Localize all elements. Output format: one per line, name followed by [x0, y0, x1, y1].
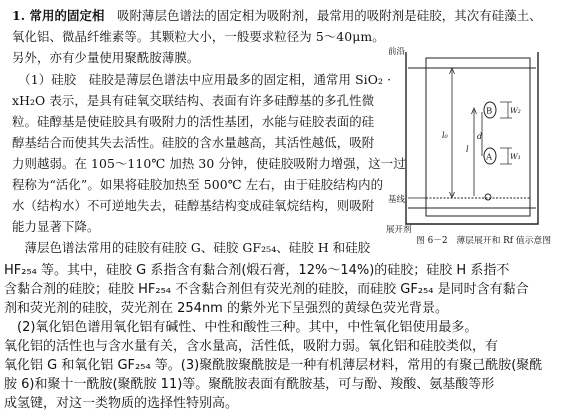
- text-line: （1）硅胶 硅胶是薄层色谱法中应用最多的固定相，通常用 SiO₂ ·: [12, 72, 392, 87]
- text-line: 薄层色谱法常用的硅胶有硅胶 G、硅胶 GF₂₅₄、硅胶 H 和硅胶: [12, 240, 371, 255]
- text-line: 氧化铝、微晶纤维素等。其颗粒大小，一般要求粒径为 5～40μm。: [12, 29, 385, 44]
- spot-a-label: A: [486, 152, 493, 163]
- section-heading: 1. 常用的固定相: [12, 8, 105, 23]
- mark-l0: l₀: [442, 131, 448, 140]
- text-line: 胺 6)和聚十一酰胺(聚酰胺 11)等。聚酰胺表面有酰胺基，可与酚、羧酸、氨基酸等形: [4, 377, 495, 392]
- label-baseline: 基线: [388, 195, 406, 205]
- text-line: 程称为“活化”。如果将硅胶加热至 500℃ 左右，由于硅胶结构内的: [12, 177, 384, 192]
- text-line: 醇基结合而使其失去活性。硅胶的含水量越高，其活性越低，吸附: [12, 135, 375, 150]
- text-line: 力则越弱。在 105～110℃ 加热 30 分钟，使硅胶吸附力增强，这一过: [12, 156, 406, 171]
- text-line: 成氢键，对这一类物质的选择性特别高。: [4, 396, 239, 411]
- text-line: HF₂₅₄ 等。其中，硅胶 G 系指含有黏合剂(煅石膏，12%～14%)的硅胶；硅胶 H 系指不: [4, 263, 510, 278]
- text-line: 水（结构水）不可逆地失去，硅醇基结构变成硅氧烷结构，则吸附: [12, 198, 375, 213]
- figure-caption: 图 6－2 薄层展开和 Rf 值示意图: [416, 236, 552, 246]
- tlc-diagram: [386, 46, 566, 246]
- spot-b-label: B: [486, 106, 493, 117]
- text-line: 剂和荧光剂的硅胶，荧光剂在 254nm 的紫外光下呈强烈的黄绿色荧光背景。: [4, 301, 448, 316]
- label-front: 前沿: [388, 47, 406, 57]
- text-line: 粒。硅醇基是使硅胶具有吸附力的活性基团，水能与硅胶表面的硅: [12, 114, 375, 129]
- text-line: 1. 常用的固定相 吸附薄层色谱法的固定相为吸附剂，最常用的吸附剂是硅胶，其次有硅藻土、: [12, 8, 542, 23]
- label-developer: 展开剂: [386, 225, 412, 235]
- mark-wa: W₁: [510, 152, 521, 161]
- mark-wb: W₂: [510, 106, 521, 115]
- text-line: 含黏合剂的硅胶；硅胶 HF₂₅₄ 不含黏合剂但有荧光剂的硅胶，而硅胶 GF₂₅₄ 是同时含有黏合: [4, 282, 529, 297]
- text-line: 氧化铝 G 和氧化铝 GF₂₅₄ 等。(3)聚酰胺聚酰胺是一种有机薄层材料，常用的有聚己酰胺(聚酰: [4, 358, 543, 373]
- text-line: (2)氧化铝色谱用氧化铝有碱性、中性和酸性三种。其中，中性氧化铝使用最多。: [4, 320, 478, 335]
- text-line: 能力显著下降。: [12, 219, 100, 234]
- text-line: 另外，亦有少量使用聚酰胺薄膜。: [12, 50, 200, 65]
- text-line: 氧化铝的活性也与含水量有关，含水量高，活性低，吸附力弱。氧化铝和硅胶类似，有: [4, 339, 499, 354]
- text-line: xH₂O 表示，是具有硅氧交联结构、表面有许多硅醇基的多孔性微: [12, 93, 375, 108]
- mark-d: d: [477, 132, 483, 141]
- mark-l: l: [466, 145, 469, 154]
- origin-spot: [485, 194, 491, 200]
